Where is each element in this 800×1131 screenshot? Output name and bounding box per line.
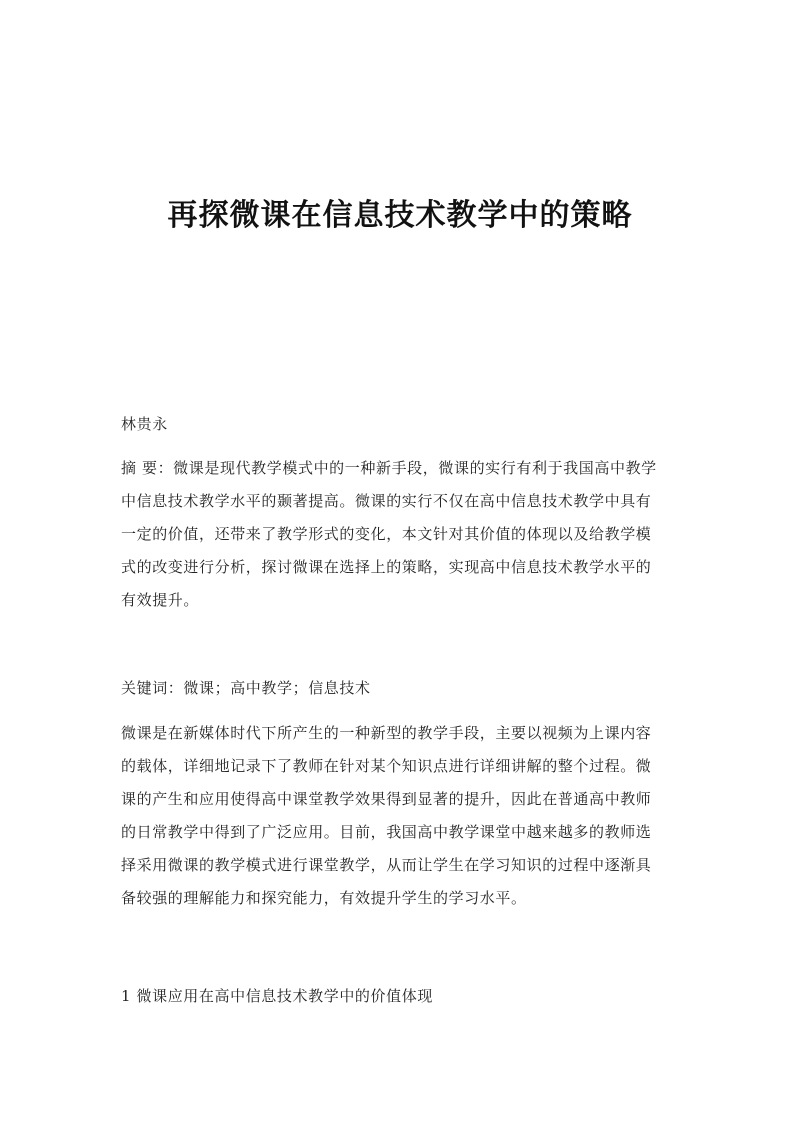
intro-line: 的日常教学中得到了广泛应用。目前，我国高中教学课堂中越来越多的教师选: [121, 823, 652, 841]
abstract-paragraph: [121, 452, 681, 617]
intro-line: 择采用微课的教学模式进行课堂教学，从而让学生在学习知识的过程中逐渐具: [121, 856, 652, 874]
intro-line: 备较强的理解能力和探究能力，有效提升学生的学习水平。: [121, 889, 527, 907]
keywords-line: 关键词：微课；高中教学；信息技术: [121, 679, 371, 697]
abstract-line: 式的改变进行分析，探讨微课在选择上的策略，实现高中信息技术教学水平的: [121, 558, 652, 576]
author-name: 林贵永: [121, 415, 168, 433]
intro-line: 的载体，详细地记录下了教师在针对某个知识点进行详细讲解的整个过程。微: [121, 757, 652, 775]
abstract-line: 摘 要：微课是现代教学模式中的一种新手段，微课的实行有利于我国高中教学: [121, 459, 657, 477]
document-title: 再探微课在信息技术教学中的策略: [167, 198, 633, 233]
intro-paragraph: [121, 717, 681, 915]
section-heading: 1 微课应用在高中信息技术教学中的价值体现: [121, 987, 433, 1005]
intro-line: 微课是在新媒体时代下所产生的一种新型的教学手段，主要以视频为上课内容: [121, 724, 652, 742]
intro-line: 课的产生和应用使得高中课堂教学效果得到显著的提升，因此在普通高中教师: [121, 790, 652, 808]
abstract-line: 一定的价值，还带来了教学形式的变化，本文针对其价值的体现以及给教学模: [121, 525, 652, 543]
abstract-line: 中信息技术教学水平的颞著提高。微课的实行不仅在高中信息技术教学中具有: [121, 492, 652, 510]
abstract-line: 有效提升。: [121, 591, 200, 609]
